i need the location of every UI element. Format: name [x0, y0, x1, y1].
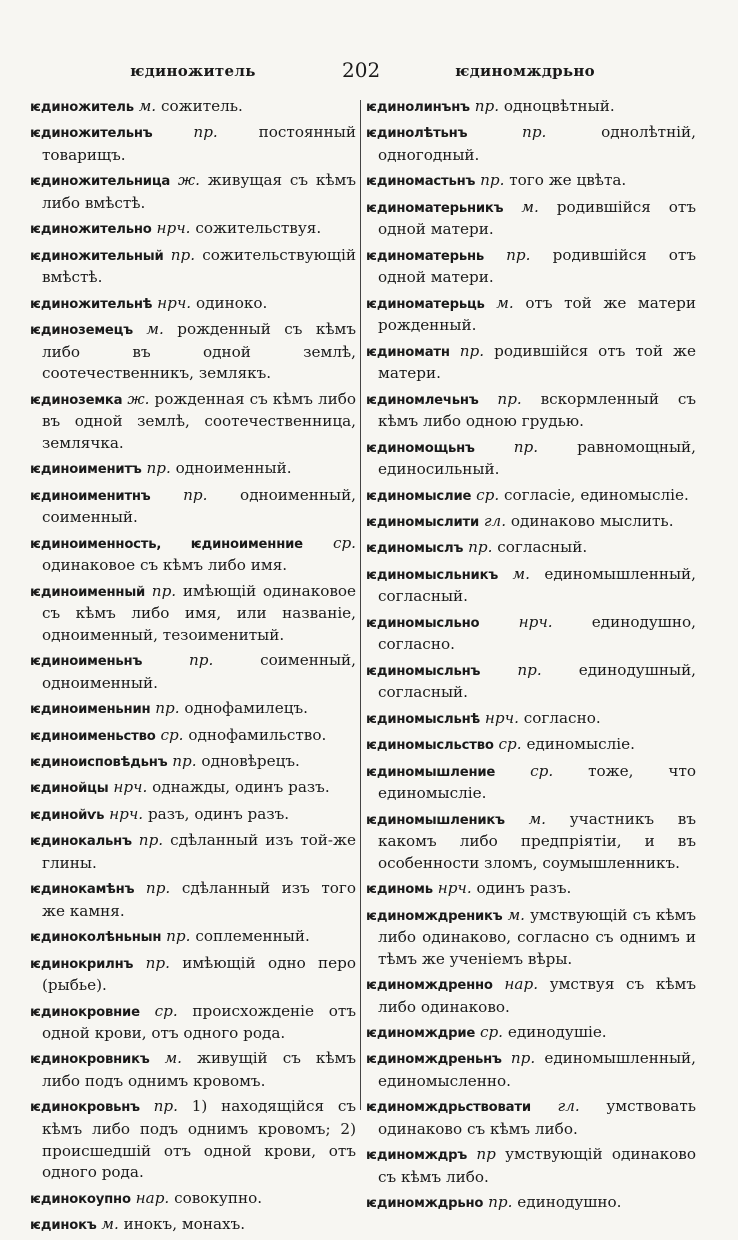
- entry-definition: живущій съ кѣмъ либо подъ однимъ кровомъ.: [42, 1049, 356, 1091]
- entry-part-of-speech: м.: [164, 1049, 182, 1068]
- entry-definition: тоже, что единомысліе.: [378, 761, 697, 803]
- dictionary-entry: [30, 96, 356, 119]
- entry-part-of-speech: нрч.: [109, 804, 144, 823]
- entry-definition: соименный, одноименный.: [42, 651, 356, 692]
- entry-headword: ѥдиномждрьно: [366, 1196, 484, 1212]
- entry-definition: сдѣланный изъ той-же глины.: [42, 831, 357, 872]
- entry-part-of-speech: ср.: [479, 1023, 503, 1042]
- entry-part-of-speech: пр.: [488, 1193, 513, 1212]
- entry-part-of-speech: ср.: [154, 1001, 178, 1020]
- header-first-word: ѥдиножитель: [130, 62, 256, 80]
- entry-part-of-speech: ср.: [476, 485, 500, 504]
- entry-definition: однолѣтній, одногодный.: [378, 123, 696, 164]
- entry-headword: ѥдиножитель: [30, 100, 134, 115]
- right-column: [366, 96, 696, 1219]
- entry-headword: ѥдиножительный: [30, 248, 164, 264]
- entry-headword: ѥдиномждрьствовати: [366, 1100, 531, 1116]
- entry-definition: родившійся отъ одной матери.: [378, 245, 696, 287]
- dictionary-entry: [366, 708, 696, 731]
- dictionary-entry: [366, 96, 696, 119]
- entry-definition: живущая съ кѣмъ либо вмѣстѣ.: [42, 171, 357, 212]
- entry-part-of-speech: м.: [521, 197, 539, 216]
- entry-headword: ѥдиноименьнъ: [30, 654, 143, 670]
- entry-part-of-speech: ср.: [498, 735, 522, 754]
- entry-headword: ѥдиноименьство: [30, 728, 156, 744]
- entry-part-of-speech: пр: [476, 1145, 496, 1164]
- entry-headword: ѥдиномысльнѣ: [366, 711, 481, 727]
- dictionary-entry: [366, 1022, 696, 1045]
- entry-part-of-speech: пр.: [188, 651, 214, 670]
- dictionary-entry: [366, 122, 696, 166]
- dictionary-entry: [30, 953, 356, 997]
- dictionary-entry: [366, 511, 696, 534]
- dictionary-entry: [30, 245, 356, 289]
- entry-headword: ѥдиномыслъ: [366, 541, 464, 557]
- dictionary-entry: [366, 170, 696, 193]
- entry-definition: умствующій одинаково съ кѣмъ либо.: [378, 1145, 696, 1187]
- entry-headword: ѥдиномысльство: [366, 738, 494, 754]
- dictionary-entry: [366, 974, 696, 1018]
- dictionary-entry: [30, 122, 356, 166]
- entry-part-of-speech: ср.: [530, 761, 554, 780]
- entry-headword: ѥдинокальнъ: [30, 834, 132, 850]
- dictionary-entry: [30, 804, 356, 827]
- entry-part-of-speech: гл.: [483, 512, 507, 531]
- entry-part-of-speech: пр.: [522, 123, 547, 142]
- entry-definition: одинъ разъ.: [476, 879, 572, 898]
- entry-definition: единомышленный, единомысленно.: [378, 1049, 697, 1091]
- entry-definition: сожительствуя.: [195, 219, 322, 238]
- entry-definition: родившійся отъ той же матери.: [378, 341, 697, 383]
- entry-part-of-speech: пр.: [138, 831, 164, 850]
- dictionary-entry: [30, 581, 356, 647]
- entry-headword: ѥдинокровьнъ: [30, 1100, 140, 1116]
- entry-headword: ѥдиномждренно: [366, 978, 493, 994]
- entry-part-of-speech: м.: [496, 293, 514, 312]
- page-header: [0, 58, 738, 86]
- entry-part-of-speech: нрч.: [518, 612, 553, 631]
- dictionary-entry: [366, 660, 696, 704]
- entry-definition: одноцвѣтный.: [503, 97, 615, 115]
- dictionary-entry: [30, 830, 356, 874]
- page-number: 202: [342, 58, 381, 82]
- entry-definition: одновѣрецъ.: [201, 751, 300, 770]
- entry-headword: ѥдиномыслити: [366, 515, 480, 531]
- dictionary-entry: [366, 1096, 696, 1140]
- dictionary-entry: [366, 1048, 696, 1092]
- entry-part-of-speech: нар.: [504, 975, 539, 994]
- entry-definition: соплеменный.: [195, 927, 310, 946]
- entry-definition: однофамилецъ.: [184, 699, 308, 718]
- dictionary-entry: [30, 751, 356, 774]
- entry-headword: ѥдиноименность, ѥдиноименние: [30, 536, 303, 552]
- dictionary-entry: [30, 725, 356, 748]
- entry-headword: ѥдиномышление: [366, 764, 496, 780]
- dictionary-entry: [30, 878, 356, 922]
- dictionary-entry: [30, 650, 356, 694]
- entry-definition: единодушно.: [517, 1193, 622, 1212]
- entry-definition: единодушный, согласный.: [378, 660, 697, 702]
- entry-headword: ѥдиноименный: [30, 584, 146, 600]
- entry-definition: единодушно, согласно.: [378, 612, 696, 654]
- entry-headword: ѥдинокамѣнъ: [30, 882, 135, 898]
- entry-headword: ѥдиномь: [366, 882, 433, 898]
- entry-definition: родившійся отъ одной матери.: [378, 197, 696, 239]
- dictionary-entry: [30, 1001, 356, 1045]
- entry-definition: одиноко.: [195, 293, 268, 312]
- entry-part-of-speech: м.: [138, 97, 157, 115]
- entry-definition: умствующій съ кѣмъ либо одинаково, согласно съ однимъ и тѣмъ же ученіемъ вѣры.: [378, 905, 697, 968]
- entry-headword: ѥдиножительница: [30, 174, 171, 190]
- entry-part-of-speech: пр.: [172, 751, 197, 770]
- entry-headword: ѥдиножительнъ: [30, 126, 153, 142]
- entry-definition: сожитель.: [160, 97, 243, 115]
- dictionary-entry: [30, 485, 356, 529]
- dictionary-entry: [366, 734, 696, 757]
- entry-headword: ѥдинокровникъ: [30, 1052, 150, 1068]
- entry-part-of-speech: пр.: [510, 1049, 536, 1068]
- dictionary-entry: [366, 564, 696, 608]
- dictionary-entry: [30, 1214, 356, 1237]
- entry-part-of-speech: ж.: [177, 171, 200, 190]
- entry-headword: ѥдиноматерьнь: [366, 248, 485, 264]
- entry-headword: ѥдиномлечьнъ: [366, 392, 479, 408]
- entry-headword: ѥдинойцы: [30, 781, 109, 797]
- entry-part-of-speech: м.: [512, 564, 530, 583]
- entry-definition: умствовать одинаково съ кѣмъ либо.: [378, 1097, 696, 1139]
- entry-headword: ѥдиномышленикъ: [366, 812, 505, 828]
- dictionary-entry: [366, 537, 696, 560]
- entry-headword: ѥдиноименитнъ: [30, 488, 151, 504]
- dictionary-entry: [366, 1192, 696, 1215]
- dictionary-entry: [30, 218, 356, 241]
- entry-part-of-speech: нар.: [135, 1188, 170, 1207]
- entry-part-of-speech: пр.: [145, 879, 171, 898]
- entry-part-of-speech: пр.: [517, 660, 542, 679]
- entry-definition: согласный.: [497, 538, 588, 557]
- dictionary-entry: [366, 437, 696, 481]
- entry-definition: однажды, одинъ разъ.: [152, 778, 330, 797]
- entry-part-of-speech: нрч.: [437, 879, 472, 898]
- entry-part-of-speech: ср.: [332, 533, 357, 552]
- dictionary-entry: [30, 1188, 356, 1211]
- entry-headword: ѥдиномждрие: [366, 1026, 476, 1042]
- entry-headword: ѥдинолинънъ: [366, 100, 470, 115]
- entry-definition: рожденный съ кѣмъ либо въ одной землѣ, соотечественникъ, землякъ.: [42, 320, 356, 383]
- entry-definition: отъ той же матери рожденный.: [378, 293, 697, 335]
- entry-definition: одноименный, соименный.: [42, 485, 357, 527]
- dictionary-entry: [30, 533, 356, 577]
- entry-headword: ѥдиномысльникъ: [366, 567, 499, 583]
- entry-definition: участникъ въ какомъ либо предпріятіи, и въ особенности зломъ, соумышленникъ.: [378, 809, 696, 872]
- entry-part-of-speech: нрч.: [484, 708, 519, 727]
- dictionary-entry: [366, 341, 696, 385]
- entry-definition: разъ, одинъ разъ.: [147, 804, 290, 823]
- dictionary-entry: [30, 1048, 356, 1092]
- entry-headword: ѥдиножительно: [30, 222, 152, 238]
- entry-headword: ѥдиноименьнин: [30, 702, 151, 718]
- entry-part-of-speech: пр.: [468, 538, 493, 557]
- entry-definition: совокупно.: [174, 1188, 263, 1207]
- dictionary-entry: [30, 777, 356, 800]
- column-divider: [360, 100, 361, 1110]
- entry-part-of-speech: пр.: [170, 245, 196, 264]
- header-last-word: ѥдиномждрьно: [455, 62, 595, 80]
- entry-headword: ѥдинокровние: [30, 1004, 140, 1020]
- entry-definition: рожденная съ кѣмъ либо въ одной землѣ, соотечественница, землячка.: [42, 389, 357, 452]
- dictionary-entry: [366, 612, 696, 656]
- entry-part-of-speech: м.: [101, 1215, 119, 1234]
- entry-headword: ѥдиномысльно: [366, 615, 480, 631]
- entry-headword: ѥдиномастьнъ: [366, 174, 476, 190]
- entry-definition: инокъ, монахъ.: [123, 1215, 246, 1234]
- entry-definition: одноименный.: [175, 459, 292, 478]
- dictionary-entry: [366, 485, 696, 508]
- entry-headword: ѥдиноземецъ: [30, 323, 133, 339]
- entry-part-of-speech: нрч.: [156, 219, 191, 238]
- entry-definition: согласіе, единомысліе.: [504, 485, 689, 504]
- entry-part-of-speech: пр.: [145, 953, 170, 972]
- entry-headword: ѥдиножительнѣ: [30, 296, 153, 312]
- entry-headword: ѥдинолѣтьнъ: [366, 126, 468, 142]
- entry-part-of-speech: нрч.: [113, 778, 148, 797]
- entry-part-of-speech: пр.: [193, 123, 218, 142]
- entry-part-of-speech: ж.: [127, 389, 150, 408]
- entry-definition: однофамильство.: [188, 725, 327, 744]
- entry-headword: ѥдиномждръ: [366, 1148, 468, 1164]
- dictionary-entry: [366, 197, 696, 241]
- dictionary-entry: [366, 293, 696, 337]
- entry-definition: единодушіе.: [507, 1023, 607, 1042]
- entry-definition: имѣющій одно перо (рыбье).: [42, 953, 356, 995]
- entry-definition: одинаковое съ кѣмъ либо имя.: [42, 556, 288, 575]
- entry-definition: того же цвѣта.: [509, 171, 627, 190]
- entry-part-of-speech: м.: [528, 809, 546, 828]
- entry-headword: ѥдиноматерьникъ: [366, 200, 504, 216]
- entry-headword: ѥдиномждреньнъ: [366, 1052, 502, 1068]
- entry-headword: ѥдинокоупно: [30, 1191, 131, 1207]
- entry-part-of-speech: пр.: [474, 97, 500, 115]
- dictionary-entry: [366, 809, 696, 875]
- entry-headword: ѥдиноматн: [366, 344, 450, 360]
- entry-headword: ѥдинокъ: [30, 1218, 97, 1234]
- entry-part-of-speech: м.: [146, 320, 164, 339]
- dictionary-entry: [366, 761, 696, 805]
- entry-definition: одинаково мыслить.: [510, 512, 674, 531]
- entry-definition: сожительствующій вмѣстѣ.: [42, 245, 356, 287]
- entry-part-of-speech: пр.: [513, 437, 539, 456]
- entry-definition: постоянный товарищъ.: [42, 123, 356, 164]
- entry-headword: ѥдиномыслие: [366, 488, 472, 504]
- entry-definition: единомысліе.: [526, 735, 635, 754]
- entry-part-of-speech: пр.: [153, 1097, 178, 1116]
- entry-part-of-speech: нрч.: [157, 293, 192, 312]
- dictionary-entry: [30, 389, 356, 455]
- dictionary-entry: [30, 1096, 356, 1183]
- entry-part-of-speech: гл.: [557, 1097, 580, 1116]
- entry-headword: ѥдинойѵь: [30, 807, 105, 823]
- entry-part-of-speech: пр.: [151, 581, 177, 600]
- left-column: [30, 96, 356, 1240]
- entry-part-of-speech: пр.: [155, 699, 180, 718]
- entry-definition: единомышленный, согласный.: [378, 564, 697, 606]
- entry-headword: ѥдиноименитъ: [30, 462, 142, 478]
- entry-definition: вскормленный съ кѣмъ либо одною грудью.: [378, 389, 696, 431]
- entry-headword: ѥдиноматерьць: [366, 296, 485, 312]
- dictionary-entry: [366, 905, 696, 971]
- dictionary-entry: [366, 245, 696, 289]
- entry-headword: ѥдиноземка: [30, 392, 123, 408]
- entry-part-of-speech: пр.: [166, 927, 191, 946]
- dictionary-entry: [30, 698, 356, 721]
- entry-definition: равномощный, единосильный.: [378, 437, 696, 479]
- entry-definition: происхожденіе отъ одной крови, отъ одного рода.: [42, 1001, 356, 1043]
- dictionary-entry: [30, 170, 356, 214]
- dictionary-entry: [30, 293, 356, 316]
- entry-headword: ѥдиномощьнъ: [366, 440, 475, 456]
- entry-part-of-speech: пр.: [146, 459, 171, 478]
- entry-headword: ѥдиноколѣньнын: [30, 930, 162, 946]
- entry-definition: сдѣланный изъ того же камня.: [42, 879, 357, 920]
- entry-headword: ѥдиномысльнъ: [366, 663, 481, 679]
- dictionary-entry: [30, 926, 356, 949]
- entry-part-of-speech: м.: [507, 905, 525, 924]
- entry-headword: ѥдиноисповѣдьнъ: [30, 754, 168, 770]
- entry-headword: ѥдинокрилнъ: [30, 956, 134, 972]
- entry-headword: ѥдиномждреникъ: [366, 908, 503, 924]
- entry-part-of-speech: пр.: [480, 171, 505, 190]
- dictionary-entry: [366, 1144, 696, 1188]
- entry-part-of-speech: ср.: [160, 725, 184, 744]
- entry-definition: 1) находящійся съ кѣмъ либо подъ однимъ кровомъ; 2) происшедшій отъ одной крови, отъ одного рода.: [42, 1097, 356, 1182]
- dictionary-entry: [366, 389, 696, 433]
- entry-part-of-speech: пр.: [183, 485, 208, 504]
- entry-definition: имѣющій одинаковое съ кѣмъ либо имя, или названіе, одноименный, тезоименитый.: [42, 581, 357, 644]
- entry-part-of-speech: пр.: [459, 341, 485, 360]
- dictionary-entry: [30, 458, 356, 481]
- dictionary-entry: [366, 878, 696, 901]
- entry-definition: согласно.: [523, 708, 601, 727]
- entry-part-of-speech: пр.: [497, 389, 522, 408]
- entry-part-of-speech: пр.: [506, 245, 531, 264]
- dictionary-entry: [30, 319, 356, 385]
- entry-definition: умствуя съ кѣмъ либо одинаково.: [378, 975, 697, 1016]
